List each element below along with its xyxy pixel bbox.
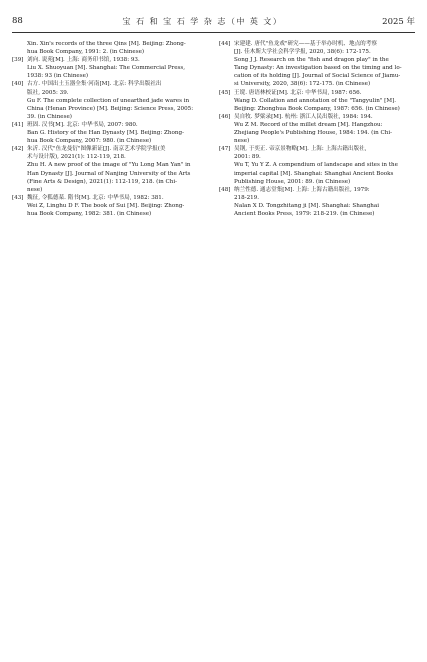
reference-text [234, 40, 415, 89]
header-rule [12, 32, 415, 33]
reference-text [234, 145, 415, 185]
reference-line: China (Henan Province) [M]. Beijing: Science Press, 2005: [27, 105, 194, 112]
reference-text [234, 89, 415, 113]
reference-entry [12, 145, 208, 194]
reference-line: 纳兰性德. 通志堂集[M]. 上海: 上海古籍出版社, 1979: [234, 186, 370, 193]
reference-entry [219, 145, 415, 185]
reference-line: cation of its holding [J]. Journal of Social Science of Jiamu- [234, 73, 401, 80]
reference-text [27, 56, 208, 80]
reference-line: imperial capital [M]. Shanghai: Shanghai Ancient Books [234, 170, 394, 177]
reference-line: 吴自牧. 梦粱录[M]. 杭州: 浙江人民出版社, 1984: 194. [234, 113, 373, 120]
reference-text [27, 40, 208, 56]
reference-line: 宋建建. 唐代"鱼龙戏"研究——基于举办时机、地点的考察 [234, 41, 377, 47]
reference-entry [12, 194, 208, 218]
reference-line: Beijing: Zhonghua Book Company, 1987: 656. (in Chinese) [234, 105, 400, 112]
reference-line: Wu Z M. Record of the millet dream [M]. Hangzhou: [234, 121, 383, 128]
reference-line: nese) [234, 138, 250, 145]
reference-line: nese) [27, 186, 43, 193]
reference-line: Liu X. Shuoyuan [M]. Shanghai: The Commercial Press, [27, 65, 186, 72]
reference-line: Tang Dynasty: An investigation based on the timing and lo- [234, 65, 402, 72]
reference-number: [42] [12, 146, 24, 153]
reference-line: 魏征, 令狐德棻. 隋书[M]. 北京: 中华书局, 1982: 381. [27, 194, 164, 201]
reference-line: Wu T, Yu Y Z. A compendium of landscape and sites in the [234, 162, 398, 169]
issue-year: 2025 年 [382, 17, 415, 27]
reference-line: 术与设计版), 2021(1): 112-119, 218. [27, 154, 126, 161]
page-number: 88 [12, 16, 23, 26]
reference-line: Song J J. Research on the "fish and dragon play" in the [234, 57, 389, 64]
reference-line: 218-219. [234, 194, 260, 201]
reference-line: 朱沂. 汉代"鱼龙曼衍"图像新证[J]. 南京艺术学院学报(美 [27, 146, 166, 153]
reference-line: si University, 2020, 38(6): 172-175. (in Chinese) [234, 81, 371, 88]
reference-line: 吴钢, 于奕正. 帝京景物略[M]. 上海: 上海古籍出版社, [234, 146, 367, 153]
reference-entry [219, 186, 415, 218]
reference-number: [39] [12, 57, 24, 64]
journal-title: 宝 石 和 宝 石 学 杂 志（中 英 文） [122, 16, 283, 26]
reference-line: Gu F. The complete collection of unearthed jade wares in [27, 97, 190, 104]
reference-line: (Fine Arts & Design), 2021(1): 112-119, 218. (in Chi- [27, 178, 178, 185]
reference-number: [45] [219, 89, 231, 96]
reference-line: Zhu H. A new proof of the image of "Yu Long Man Yan" in [27, 162, 191, 169]
reference-line: hua Book Company, 1991: 2. (in Chinese) [27, 49, 145, 56]
references-left-column [12, 40, 208, 218]
references-section [12, 40, 415, 218]
reference-line: 1938: 93 (in Chinese) [27, 73, 89, 80]
reference-line: Wang D. Collation and annotation of the "Tangyulin" [M]. [234, 97, 397, 104]
page-header [12, 13, 415, 29]
reference-number: [41] [12, 121, 24, 128]
reference-line: Publishing House, 2001: 89. (in Chinese) [234, 178, 351, 185]
reference-line: Nalan X D. Tongzhitang ji [M]. Shanghai: Shanghai [234, 202, 380, 209]
references-right-column [219, 40, 415, 218]
reference-line: Ancient Books Press, 1979: 218-219. (in Chinese) [234, 210, 375, 217]
reference-entry [12, 80, 208, 120]
reference-line: hua Book Company, 1982: 381. (in Chinese) [27, 210, 152, 217]
reference-entry [219, 89, 415, 113]
reference-line: 2001: 89. [234, 154, 261, 161]
reference-line: 班固. 汉书[M]. 北京: 中华书局, 2007: 980. [27, 121, 138, 128]
reference-text [27, 80, 208, 120]
reference-text [27, 194, 208, 218]
reference-number: [48] [219, 186, 231, 193]
reference-text [234, 113, 415, 145]
reference-line: 版社, 2005: 39. [27, 89, 69, 96]
reference-line: 39. (in Chinese) [27, 113, 72, 120]
reference-line: Xin. Xin's records of the three Qins [M]. Beijing: Zhong- [27, 41, 186, 47]
reference-line: 古方. 中国出土玉器全集·河南[M]. 北京: 科学出版社出 [27, 81, 162, 88]
reference-entry [219, 40, 415, 89]
reference-line: Zhejiang People's Publishing House, 1984: 194. (in Chi- [234, 130, 393, 137]
reference-line: 王谠. 唐语林校证[M]. 北京: 中华书局, 1987: 656. [234, 89, 362, 96]
reference-number: [40] [12, 81, 24, 88]
reference-line: hua Book Company, 2007: 980. (in Chinese) [27, 138, 152, 145]
reference-entry [12, 40, 208, 56]
reference-line: Han Dynasty [J]. Journal of Nanjing University of the Arts [27, 170, 191, 177]
reference-number: [46] [219, 113, 231, 120]
reference-line: Ban G. History of the Han Dynasty [M]. Beijing: Zhong- [27, 130, 184, 137]
reference-text [234, 186, 415, 218]
reference-text [27, 121, 208, 145]
reference-line: 刘向. 说苑[M]. 上海: 商务印书馆, 1938: 93. [27, 57, 140, 64]
reference-line: [J]. 佳木斯大学社会科学学报, 2020, 38(6): 172-175. [234, 49, 371, 56]
reference-number: [47] [219, 146, 231, 153]
reference-entry [12, 121, 208, 145]
reference-entry [219, 113, 415, 145]
reference-line: Wei Z, Linghu D F. The book of Sui [M]. Beijing: Zhong- [27, 202, 185, 209]
reference-number: [43] [12, 194, 24, 201]
reference-text [27, 145, 208, 194]
reference-entry [12, 56, 208, 80]
reference-number: [44] [219, 41, 231, 47]
